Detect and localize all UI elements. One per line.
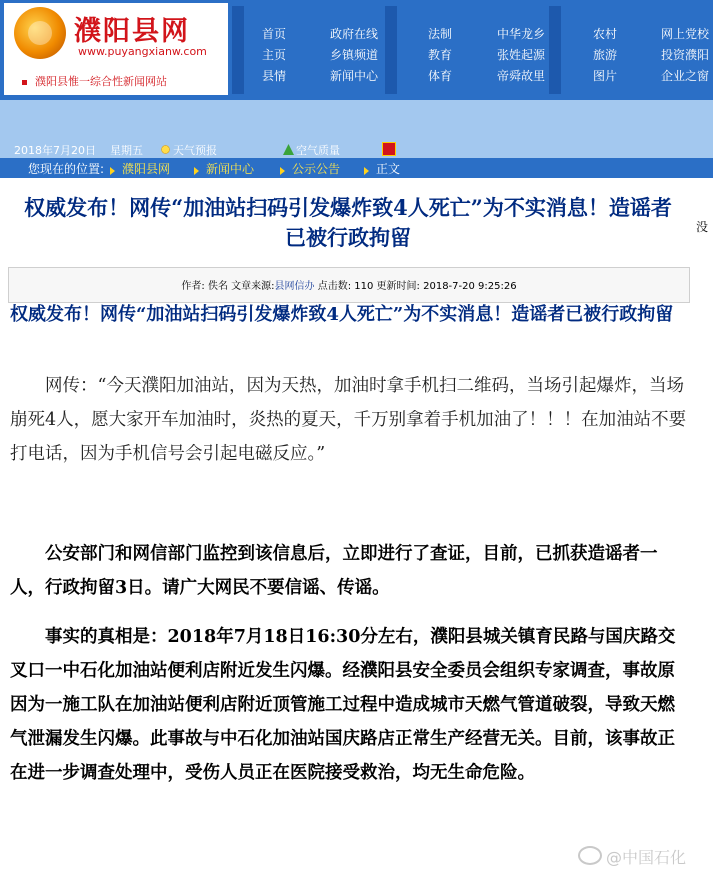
breadcrumb-label: 您现在的位置: [28, 162, 105, 176]
nav-link-dragon-village[interactable]: 中华龙乡 [497, 27, 546, 41]
current-date: 2018年7月20日 [14, 144, 96, 157]
nav-link-main[interactable]: 主页 [262, 48, 287, 62]
article-paragraph: 网传：“今天濮阳加油站，因为天热，加油时拿手机扫二维码，当场引起爆炸，当场崩死4人，愿大家开车加油时，炎热的夏天，千万别拿着手机加油了！！！在加油站不要打电话，因为手机信号会引起电磁反应。” [10, 376, 687, 464]
nav-link-party-school[interactable]: 网上党校 [661, 27, 710, 41]
article-paragraph: 事实的真相是：2018年7月18日16:30分左右，濮阳县城关镇育民路与国庆路交叉口一中石化加油站便利店附近发生闪爆。经濮阳县安全委员会组织专家调查，事故原因为一施工队在加油站便利店附近顶管施工过程中造成城市天燃气管道破裂，导致天燃气泄漏发生闪爆。此事故与中石化加油站国庆路店正常生产经营无关。目前，该事故正在进一步调查处理中，受伤人员正在医院接受救治，均无生命危险。 [10, 627, 676, 783]
author-label: 作者: [181, 281, 205, 292]
air-quality-icon [283, 144, 294, 155]
weather-icon [160, 144, 171, 155]
nav-link-tourism[interactable]: 旅游 [593, 48, 618, 62]
bullet-icon [22, 80, 27, 85]
weather-label: 天气预报 [173, 144, 217, 157]
breadcrumb-item-news-center[interactable]: 新闻中心 [206, 162, 255, 176]
site-header [0, 0, 713, 100]
chevron-right-icon [280, 164, 285, 178]
nav-link-zhang-origin[interactable]: 张姓起源 [497, 48, 546, 62]
nav-link-sports[interactable]: 体育 [428, 69, 453, 83]
breadcrumb-item-home[interactable]: 濮阳县网 [122, 162, 171, 176]
watermark-text: @中国石化 [606, 848, 687, 867]
nav-column [262, 24, 332, 87]
author-value: 佚名 [207, 281, 228, 292]
chevron-right-icon [110, 164, 115, 178]
breadcrumb-item-current: 正文 [376, 162, 401, 176]
article-meta-line [9, 277, 689, 292]
nav-column [593, 24, 663, 87]
nav-link-home[interactable]: 首页 [262, 27, 287, 41]
watermark [578, 845, 686, 868]
nav-divider [232, 6, 244, 94]
hits-value: 110 [354, 281, 374, 292]
info-bar [0, 141, 713, 158]
nav-column [497, 24, 567, 87]
source-label: 文章来源: [231, 281, 275, 292]
nav-column [330, 24, 400, 87]
current-weekday: 星期五 [110, 144, 143, 157]
source-value[interactable]: 县网信办 [274, 281, 315, 292]
site-name: 濮阳县网 [74, 16, 190, 47]
article-title: 权威发布！网传“加油站扫码引发爆炸致4人死亡”为不实消息！造谣者已被行政拘留 [24, 195, 672, 250]
updated-label: 更新时间: [376, 281, 420, 292]
updated-value: 2018-7-20 9:25:26 [423, 281, 517, 292]
chevron-right-icon [364, 164, 369, 178]
weather-link[interactable] [160, 142, 217, 158]
article-paragraph: 公安部门和网信部门监控到该信息后，立即进行了查证，目前，已抓获造谣者一人，行政拘留3日。请广大网民不要信谣、传谣。 [10, 544, 658, 598]
nav-link-enterprise[interactable]: 企业之窗 [661, 69, 710, 83]
nav-link-education[interactable]: 教育 [428, 48, 453, 62]
hits-label: 点击数: [317, 281, 352, 292]
nav-link-invest[interactable]: 投资濮阳 [661, 48, 710, 62]
nav-link-legal[interactable]: 法制 [428, 27, 453, 41]
site-slogan-text: 濮阳县惟一综合性新闻网站 [35, 75, 167, 88]
nav-link-news-center[interactable]: 新闻中心 [330, 69, 379, 83]
gift-icon-link[interactable] [382, 142, 398, 158]
site-slogan [22, 73, 167, 89]
breadcrumb-item-announcements[interactable]: 公示公告 [292, 162, 341, 176]
site-logo[interactable] [4, 3, 228, 95]
nav-link-shun-hometown[interactable]: 帝舜故里 [497, 69, 546, 83]
logo-emblem-icon [14, 7, 66, 59]
nav-link-photos[interactable]: 图片 [593, 69, 618, 83]
air-quality-link[interactable] [283, 142, 340, 158]
article [6, 179, 690, 879]
nav-column [428, 24, 498, 87]
chevron-right-icon [194, 164, 199, 178]
nav-link-towns[interactable]: 乡镇频道 [330, 48, 379, 62]
weibo-icon [578, 846, 602, 865]
gift-icon [382, 142, 396, 156]
air-quality-label: 空气质量 [296, 144, 340, 157]
article-meta [8, 267, 690, 303]
nav-link-government[interactable]: 政府在线 [330, 27, 379, 41]
breadcrumb [0, 158, 713, 178]
article-subtitle: 权威发布！网传“加油站扫码引发爆炸致4人死亡”为不实消息！造谣者已被行政拘留 [10, 304, 674, 325]
site-url: www.puyangxianw.com [78, 45, 207, 58]
side-panel-text: 没 [696, 220, 709, 234]
nav-link-county-info[interactable]: 县情 [262, 69, 287, 83]
nav-link-rural[interactable]: 农村 [593, 27, 618, 41]
nav-column [661, 24, 713, 87]
